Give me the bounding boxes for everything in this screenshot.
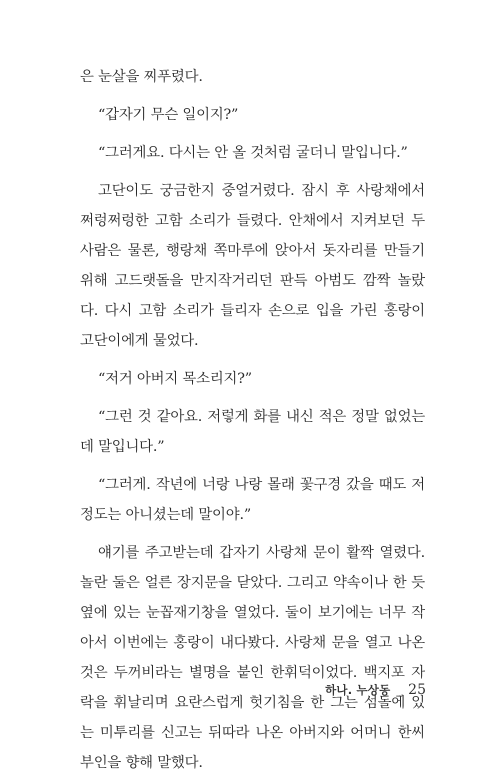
page-footer xyxy=(0,682,426,698)
paragraph-4: 고단이도 궁금한지 중얼거렸다. 잠시 후 사랑채에서 쩌렁쩌렁한 고함 소리가 들렸다. 안채에서 지켜보던 두 사람은 물론, 행랑채 쪽마루에 앉아서 돗자리를 만들기 위해 고드랫돌을 만지작거리던 판득 아범도 깜짝 놀랐다. 다시 고함 소리가 들리자 손으로 입을 가린 홍랑이 고단이에게 물었다. xyxy=(80,183,425,349)
paragraph-5: “저거 아버지 목소리지?” xyxy=(98,371,252,387)
paragraph-7: “그러게. 작년에 너랑 나랑 몰래 꽃구경 갔을 때도 저 정도는 아니셨는데 말이야.” xyxy=(80,477,425,523)
chapter-title: 하나. 누상동 xyxy=(325,683,391,697)
footer-separator: _ xyxy=(396,683,403,697)
paragraph-3: “그러게요. 다시는 안 올 것처럼 굴더니 말입니다.” xyxy=(98,145,408,161)
body-text xyxy=(80,62,425,778)
paragraph-6: “그런 것 같아요. 저렇게 화를 내신 적은 정말 없었는데 말입니다.” xyxy=(80,409,425,455)
page-number: 25 xyxy=(408,682,426,698)
paragraph-1: 은 눈살을 찌푸렸다. xyxy=(80,69,203,85)
paragraph-8: 얘기를 주고받는데 갑자기 사랑채 문이 활짝 열렸다. 놀란 둘은 얼른 장지문을 닫았다. 그리고 약속이나 한 듯 옆에 있는 눈꼽재기창을 열었다. 둘이 보기에는 너무 작아서 이번에는 홍랑이 내다봤다. 사랑채 문을 열고 나온 것은 두꺼비라는 별명을 붙인 한휘덕이었다. 백지포 자락을 휘날리며 요란스럽게 헛기침을 한 그는 섬돌에 있는 미투리를 신고는 뒤따라 나온 아버지와 어머니 한씨 부인을 향해 말했다. xyxy=(80,545,425,771)
paragraph-2: “갑자기 무슨 일이지?” xyxy=(98,107,239,123)
